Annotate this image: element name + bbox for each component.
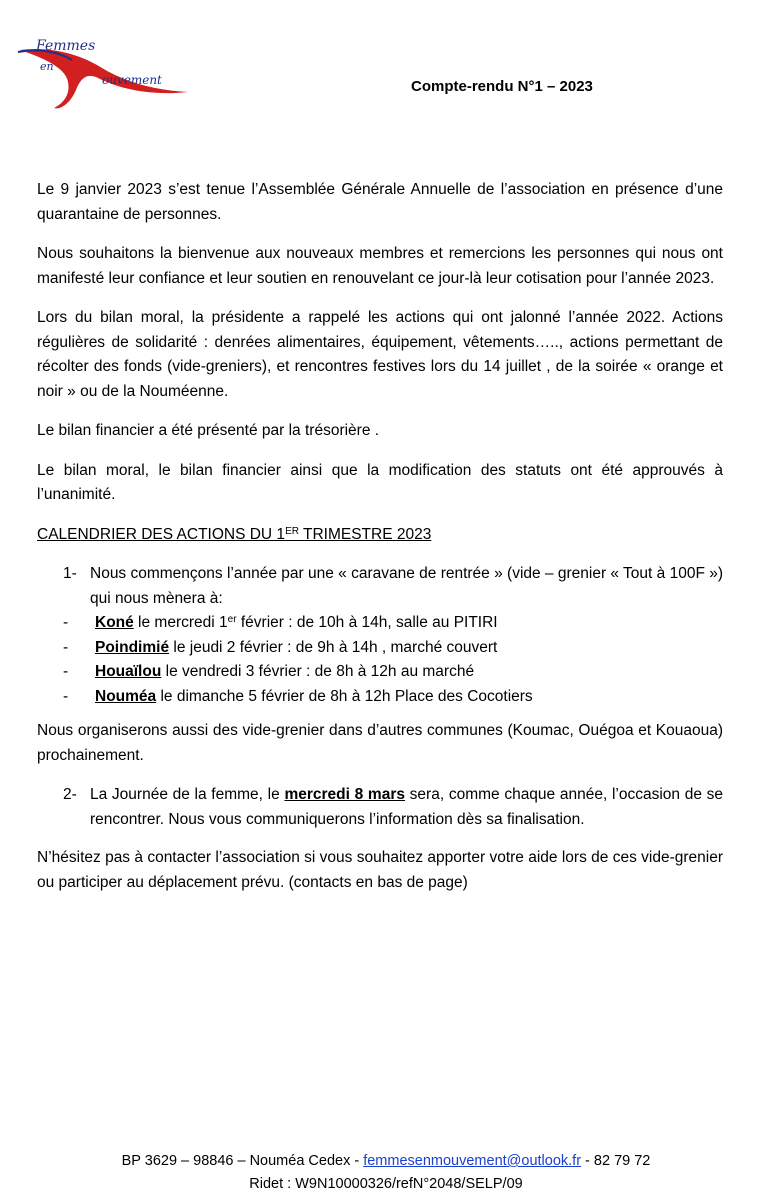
stop-detail-post: février : de 10h à 14h, salle au PITIRI: [236, 614, 498, 631]
bullet-dash: -: [63, 638, 69, 656]
page-footer: [0, 1150, 772, 1196]
stop-detail: le jeudi 2 février : de 9h à 14h , marché couvert: [169, 638, 498, 656]
logo-text-mouvement: ouvement: [102, 73, 162, 87]
bullet-dash: -: [63, 663, 69, 680]
stop-item-poindimie: [37, 636, 723, 661]
item-number: 1-: [63, 565, 77, 582]
paragraph-bienvenue: Nous souhaitons la bienvenue aux nouveaux membres et remercions les personnes qui nous ont manifesté leur confiance et leur soutien en renouvelant ce jour-là leur cotisation pour l’année 2023.: [37, 245, 723, 287]
stop-item-houailou: [37, 660, 723, 685]
stop-text: [95, 660, 474, 685]
femmes-en-mouvement-logo: [10, 34, 195, 114]
stop-place: Houaïlou: [95, 663, 162, 680]
calendar-title-pre: CALENDRIER DES ACTIONS DU 1: [37, 525, 286, 543]
item-number: 2-: [63, 786, 77, 803]
paragraph-assemblee: Le 9 janvier 2023 s’est tenue l’Assemblée Générale Annuelle de l’association en présence d’une quarantaine de personnes.: [37, 181, 723, 223]
bullet-dash: -: [63, 614, 69, 631]
footer-phone: - 82 79 72: [581, 1153, 651, 1169]
footer-contact-line: [0, 1150, 772, 1173]
stop-text: [95, 636, 497, 661]
stop-place: Poindimié: [95, 638, 170, 656]
item-text-pre: La Journée de la femme, le: [90, 786, 285, 803]
stop-place: Nouméa: [95, 687, 157, 705]
document-title: Compte-rendu N°1 – 2023: [411, 78, 593, 95]
event-date: mercredi 8 mars: [284, 786, 405, 803]
stop-detail: le dimanche 5 février de 8h à 12h Place des Cocotiers: [156, 687, 533, 705]
footer-address: BP 3629 – 98846 – Nouméa Cedex -: [121, 1153, 360, 1169]
item-text-post: sera, comme chaque année, l’occasion de se rencontrer. Nous vous communiquerons l’information dès sa finalisation.: [90, 786, 724, 828]
item-text: [90, 783, 723, 832]
paragraph-contact: N’hésitez pas à contacter l’association si vous souhaitez apporter votre aide lors de ces vide-grenier ou participer au déplacement prévu. (contacts en bas de page): [37, 849, 723, 891]
paragraph-autres-communes: Nous organiserons aussi des vide-grenier dans d’autres communes (Koumac, Ouégoa et Kouaoua) prochainement.: [37, 722, 723, 764]
document-body: [37, 178, 723, 910]
calendar-title-post: TRIMESTRE 2023: [298, 525, 432, 543]
paragraph-bilan-moral: Lors du bilan moral, la présidente a rappelé les actions qui ont jalonné l’année 2022. Actions régulières de solidarité : denrées alimentaires, équipement, vêtements….., actions permettant de récolter des fonds (vide-greniers), et rencontres festives lors du 14 juillet , de la soirée « orange et noir » ou de la Nouméenne.: [37, 309, 723, 400]
footer-email-link[interactable]: femmesenmouvement@outlook.fr: [363, 1153, 582, 1169]
numbered-item-1: [37, 562, 723, 611]
paragraph-approbation: Le bilan moral, le bilan financier ainsi que la modification des statuts ont été approuvés à l’unanimité.: [37, 461, 723, 503]
stop-text: [95, 685, 533, 710]
logo-text-en: en: [40, 60, 54, 73]
logo-text-femmes: Femmes: [36, 38, 96, 54]
stop-item-kone: [37, 611, 723, 636]
paragraph-bilan-financier: Le bilan financier a été présenté par la trésorière .: [37, 422, 380, 439]
stop-detail: le vendredi 3 février : de 8h à 12h au marché: [161, 663, 475, 680]
footer-ridet: Ridet : W9N10000326/refN°2048/SELP/09: [249, 1176, 523, 1192]
bullet-dash: -: [63, 687, 69, 705]
stop-place: Koné: [95, 614, 134, 631]
stop-detail: le mercredi 1: [133, 614, 228, 631]
item-text: Nous commençons l’année par une « caravane de rentrée » (vide – grenier « Tout à 100F ») qui nous mènera à:: [90, 565, 724, 607]
numbered-item-2: [37, 783, 723, 832]
stop-item-noumea: [37, 685, 723, 710]
calendar-title-sup: ER: [285, 525, 299, 537]
stop-text: [95, 611, 498, 636]
stop-sup: er: [227, 614, 237, 625]
calendar-title: [37, 523, 723, 548]
